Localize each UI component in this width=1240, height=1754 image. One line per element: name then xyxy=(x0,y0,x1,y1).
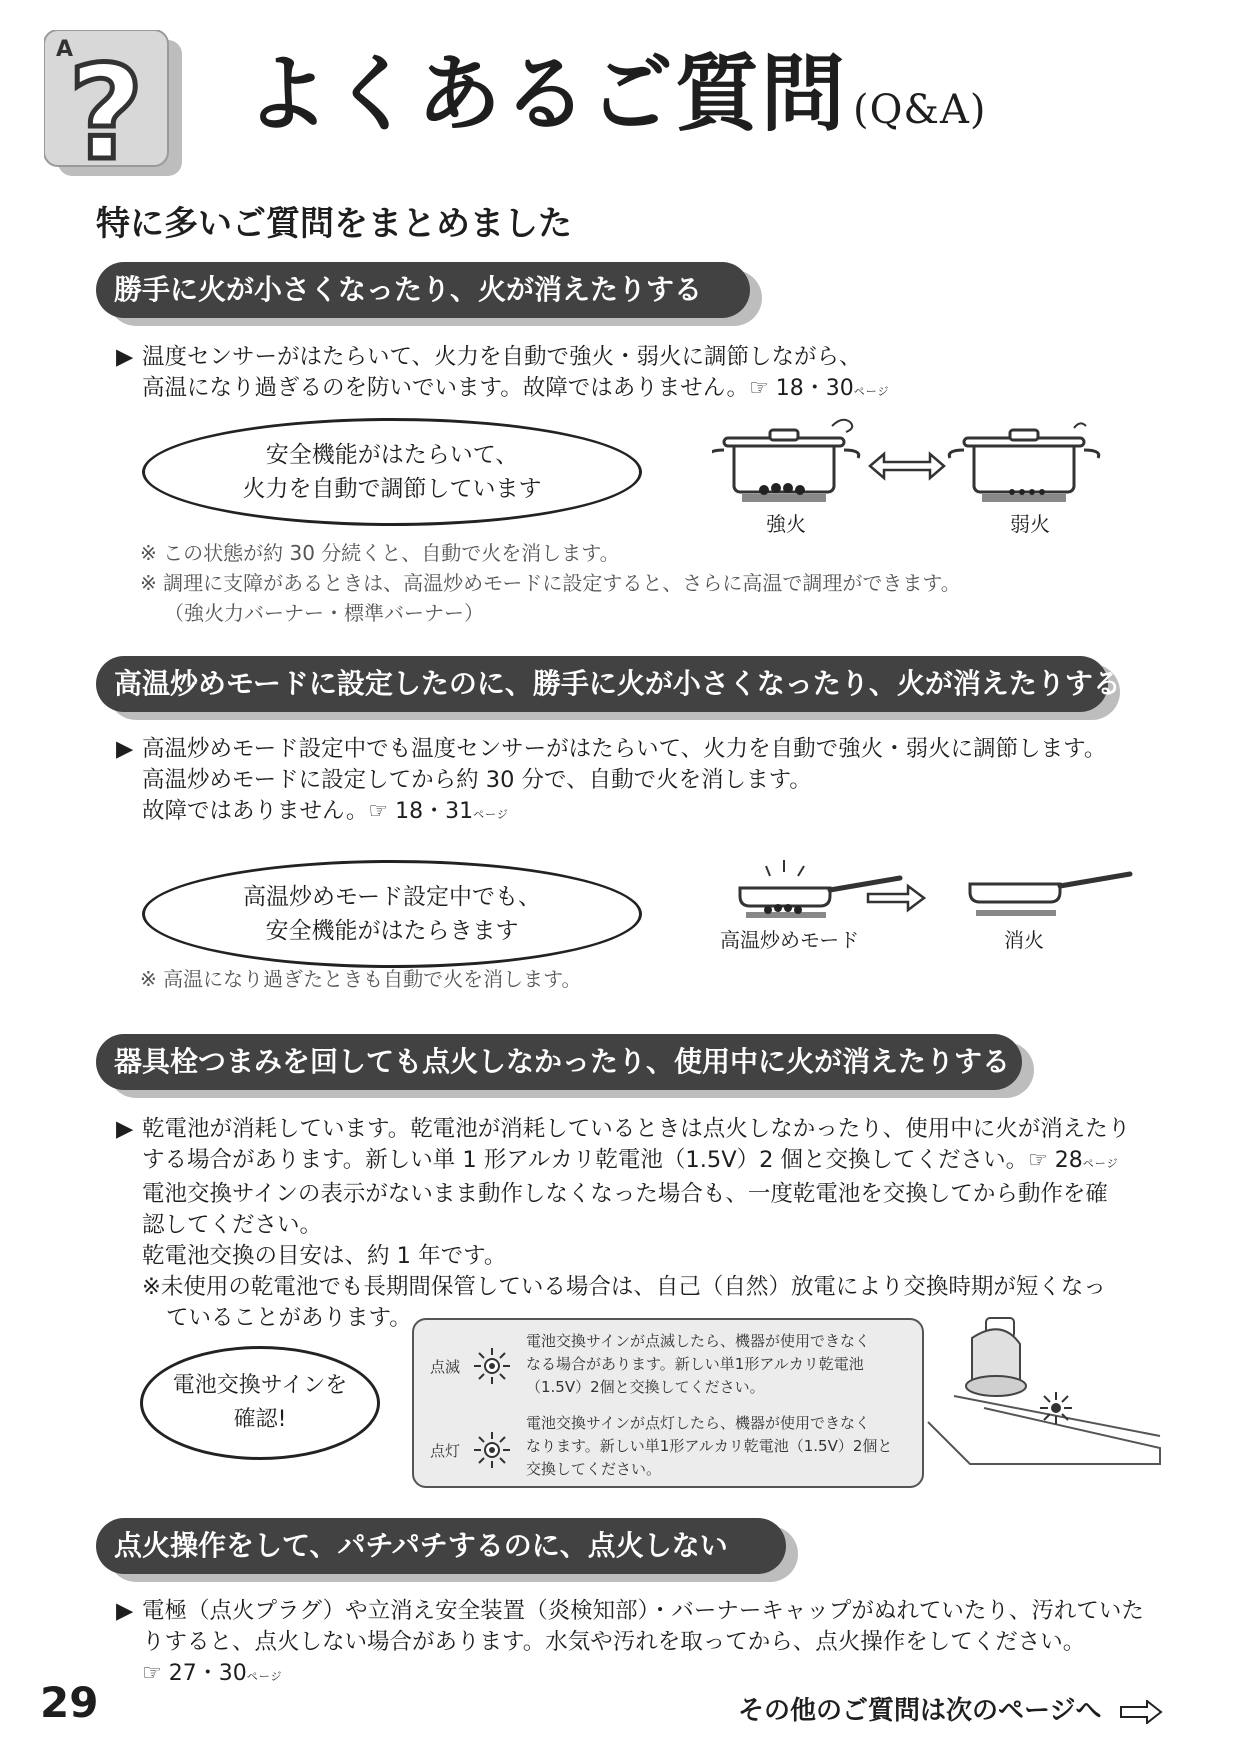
callout-2-line-2: 安全機能がはたらきます xyxy=(265,918,519,944)
section-3-body xyxy=(116,1114,1130,1334)
label-strong-fire: 強火 xyxy=(766,512,806,536)
spark-icon xyxy=(1040,1392,1072,1424)
page-title-suffix: (Q&A) xyxy=(853,87,987,133)
section-2-line-1: 高温炒めモード設定中でも温度センサーがはたらいて、火力を自動で強火・弱火に調節します。 xyxy=(142,736,1107,762)
frypan-off-icon xyxy=(970,874,1130,916)
next-page-link[interactable] xyxy=(738,1690,1163,1727)
bullet-triangle-icon: ▶ xyxy=(116,1116,134,1142)
section-title-4: 点火操作をして、パチパチするのに、点火しない xyxy=(114,1529,728,1562)
section-1-note-1: ※ この状態が約 30 分続くと、自動で火を消します。 xyxy=(140,541,620,565)
arrow-right-icon xyxy=(1119,1700,1163,1724)
callout-3-line-2: 確認! xyxy=(233,1407,287,1432)
section-header-2 xyxy=(96,656,1121,712)
page-subtitle: 特に多いご質問をまとめました xyxy=(96,204,572,244)
section-title-2: 高温炒めモードに設定したのに、勝手に火が小さくなったり、火が消えたりする xyxy=(114,667,1121,700)
section-1-note-3: （強火力バーナー・標準バーナー） xyxy=(164,601,484,625)
section-1-line-2: 高温になり過ぎるのを防いでいます。故障ではありません。 xyxy=(142,375,750,401)
page-ref-3[interactable]: ☞ 28ページ xyxy=(1028,1148,1119,1173)
bullet-triangle-icon: ▶ xyxy=(116,344,134,370)
section-title-1: 勝手に火が小さくなったり、火が消えたりする xyxy=(114,273,703,306)
section-title-3: 器具栓つまみを回しても点火しなかったり、使用中に火が消えたりする xyxy=(114,1045,1011,1078)
label-weak-fire: 弱火 xyxy=(1010,512,1050,536)
page-title xyxy=(245,45,987,143)
section-1-body xyxy=(116,342,890,407)
callout-3-line-1: 電池交換サインを xyxy=(172,1373,348,1398)
callout-ellipse-1 xyxy=(142,418,642,526)
section-1-note-2: ※ 調理に支障があるときは、高温炒めモードに設定すると、さらに高温で調理ができます。 xyxy=(140,571,961,595)
frypan-high-temp-icon xyxy=(740,860,900,918)
section-3-line-3: 電池交換サインの表示がないまま動作しなくなった場合も、一度乾電池を交換してから動作を確 xyxy=(142,1181,1108,1207)
section-header-4 xyxy=(96,1518,786,1574)
icon-letter: A xyxy=(56,37,74,62)
spark-lit-icon xyxy=(470,1430,514,1470)
bullet-triangle-icon: ▶ xyxy=(116,736,134,762)
knob-icon xyxy=(966,1318,1026,1396)
section-3-line-1: 乾電池が消耗しています。乾電池が消耗しているときは点火しなかったり、使用中に火が消えたり xyxy=(142,1116,1131,1142)
callout-2-line-1: 高温炒めモード設定中でも、 xyxy=(242,884,542,910)
label-high-temp-mode: 高温炒めモード xyxy=(720,928,860,952)
pot-weak-icon xyxy=(949,423,1098,502)
section-4-line-1: 電極（点火プラグ）や立消え安全装置（炎検知部）・バーナーキャップがぬれていたり、汚れていた xyxy=(142,1598,1144,1624)
lit-label: 点灯 xyxy=(430,1442,461,1460)
page-title-text: よくあるご質問 xyxy=(245,45,848,143)
stove-knob-illustration xyxy=(924,1312,1166,1484)
spark-blink-icon xyxy=(470,1346,514,1386)
pot-strong-icon xyxy=(712,420,859,502)
callout-ellipse-2 xyxy=(142,860,642,968)
section-3-line-4: 認してください。 xyxy=(142,1212,323,1238)
battery-sign-panel xyxy=(412,1318,924,1488)
section-3-line-2: する場合があります。新しい単 1 形アルカリ乾電池（1.5V）2 個と交換してください。 xyxy=(142,1147,1029,1173)
callout-1-line-1: 安全機能がはたらいて、 xyxy=(265,442,519,468)
section-3-line-6: ※未使用の乾電池でも長期間保管している場合は、自己（自然）放電により交換時期が短くなっ xyxy=(142,1274,1106,1300)
section-header-1 xyxy=(96,262,750,318)
section-1-line-1: 温度センサーがはたらいて、火力を自動で強火・弱火に調節しながら、 xyxy=(142,344,862,370)
section-4-line-2: りすると、点火しない場合があります。水気や汚れを取ってから、点火操作をしてください。 xyxy=(142,1629,1086,1655)
bullet-triangle-icon: ▶ xyxy=(116,1598,134,1624)
section-4-body xyxy=(116,1596,1144,1692)
frypan-illustration xyxy=(720,850,1140,930)
section-2-line-2: 高温炒めモードに設定してから約 30 分で、自動で火を消します。 xyxy=(142,767,812,793)
question-mark-icon xyxy=(44,30,184,180)
section-header-3 xyxy=(96,1034,1022,1090)
section-2-notes xyxy=(140,964,582,994)
section-2-line-3: 故障ではありません。 xyxy=(142,798,369,824)
pot-strong-weak-illustration xyxy=(712,410,1112,510)
page-ref-4[interactable]: ☞ 27・30ページ xyxy=(142,1661,283,1686)
page-ref-2[interactable]: ☞ 18・31ページ xyxy=(368,799,509,824)
icon-question-glyph: ? xyxy=(68,37,144,180)
next-page-text: その他のご質問は次のページへ xyxy=(738,1696,1102,1726)
section-3-line-7: ていることがあります。 xyxy=(166,1305,412,1331)
double-arrow-icon xyxy=(870,454,944,478)
section-1-notes xyxy=(140,538,961,628)
section-3-line-5: 乾電池交換の目安は、約 1 年です。 xyxy=(142,1243,507,1269)
section-2-body xyxy=(116,734,1106,830)
callout-1-line-2: 火力を自動で調節しています xyxy=(242,476,542,502)
blink-label: 点滅 xyxy=(430,1358,461,1376)
page-number: 29 xyxy=(40,1678,99,1727)
lit-description: 電池交換サインが点灯したら、機器が使用できなく なります。新しい単1形アルカリ乾電池（1.5V）2個と 交換してください。 xyxy=(526,1414,893,1478)
section-2-note-1: ※ 高温になり過ぎたときも自動で火を消します。 xyxy=(140,967,582,991)
page-ref-1[interactable]: ☞ 18・30ページ xyxy=(749,376,890,401)
arrow-right-icon xyxy=(868,886,924,910)
callout-ellipse-3 xyxy=(140,1346,380,1460)
blink-description: 電池交換サインが点滅したら、機器が使用できなく なる場合があります。新しい単1形アルカリ乾電池 （1.5V）2個と交換してください。 xyxy=(526,1332,870,1396)
label-fire-off: 消火 xyxy=(1004,928,1044,952)
